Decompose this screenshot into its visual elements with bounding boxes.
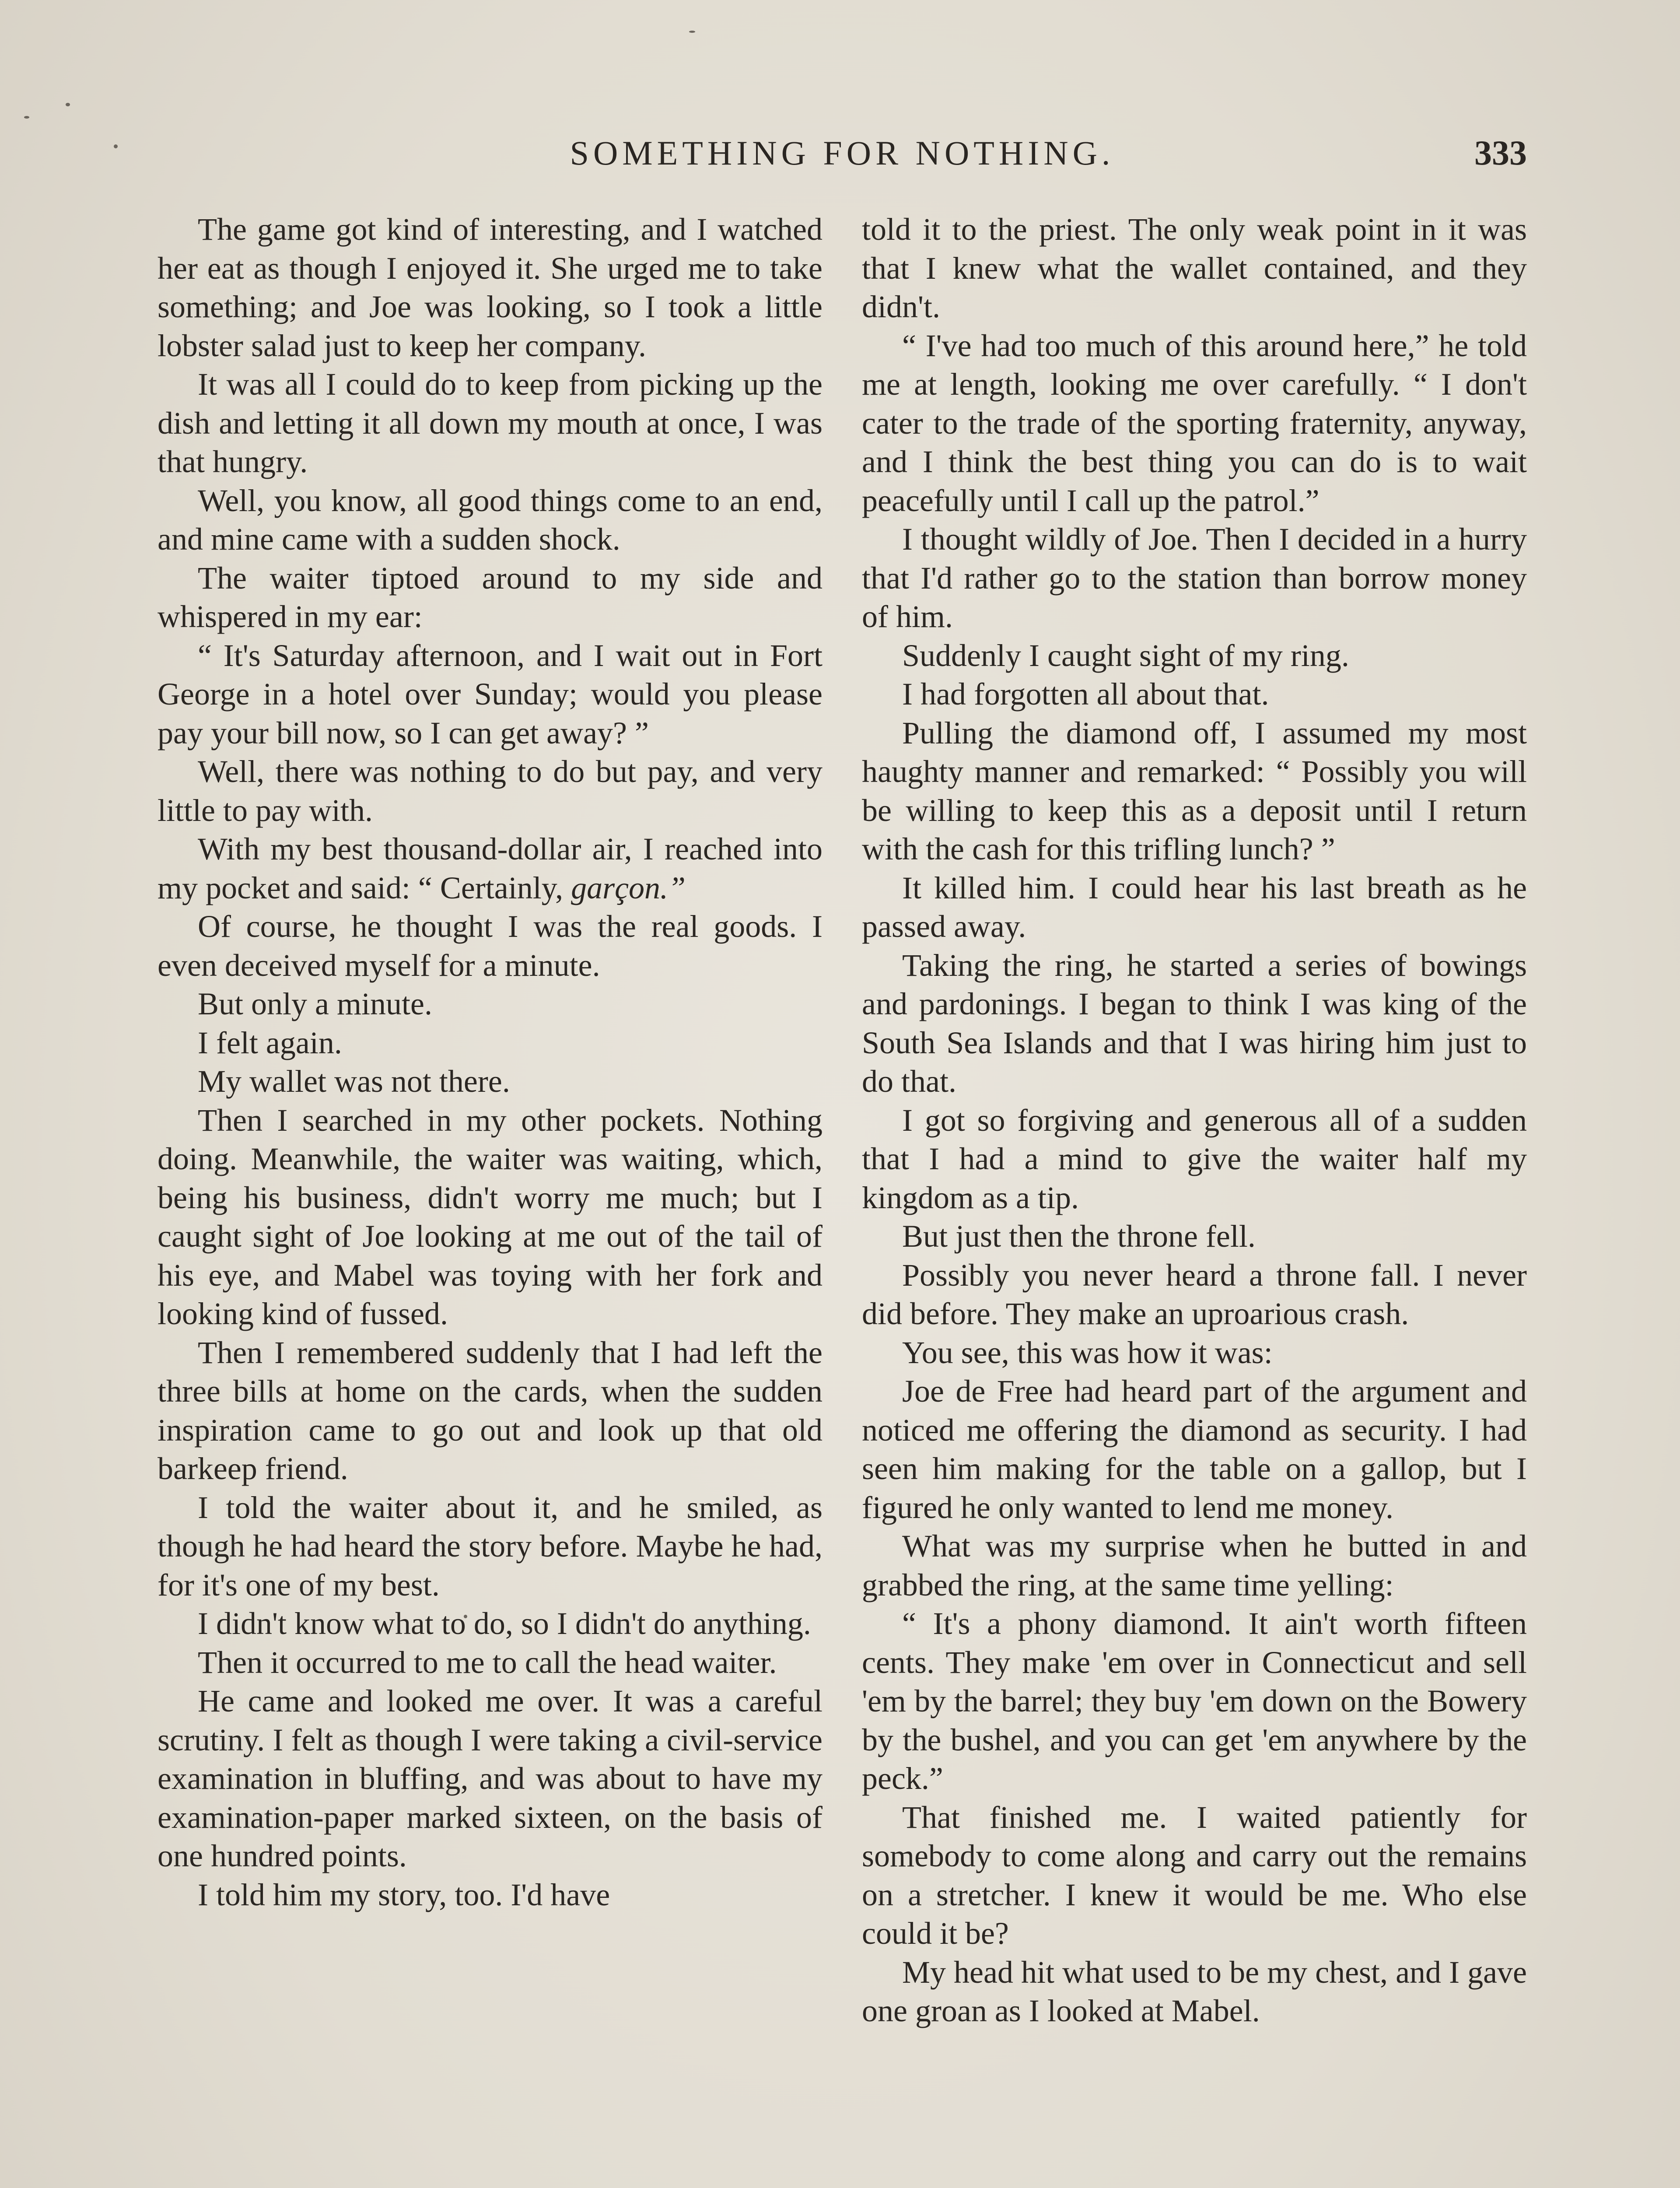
paragraph-text: Of course, he thought I was the real goods. I even deceived myself for a minute. [158,909,822,983]
paragraph [158,481,822,559]
paragraph [158,559,822,636]
paragraph-text: Then I remembered suddenly that I had left the three bills at home on the cards, when the sudden inspiration came to go out and look up that old barkeep friend. [158,1335,822,1486]
paragraph-text: Suddenly I caught sight of my ring. [902,638,1349,673]
paragraph-text: You see, this was how it was: [902,1335,1273,1370]
page-header [158,127,1527,179]
paragraph [862,1372,1527,1527]
paragraph [862,1527,1527,1604]
paragraph [862,1101,1527,1217]
paragraph-text: Then it occurred to me to call the head waiter. [198,1645,777,1680]
paragraph-text: But just then the throne fell. [902,1219,1256,1254]
paragraph-text: But only a minute. [198,986,432,1021]
paragraph [158,1333,822,1488]
paragraph-text: I didn't know what to do, so I didn't do anything. [198,1606,811,1641]
paragraph [862,946,1527,1101]
paragraph-text: I had forgotten all about that. [902,677,1269,712]
paragraph [158,985,822,1024]
paragraph-text: With my best thousand-dollar air, I reached into my pocket and said: “ Certainly, [158,831,822,905]
paragraph [158,210,822,365]
paragraph-text: “ It's a phony diamond. It ain't worth fifteen cents. They make 'em over in Connecticut and sell 'em by the barrel; they buy 'em down on the Bowery by the bushel, and you can get 'em anywhere by the peck.” [862,1606,1527,1796]
paragraph [158,636,822,753]
print-speck [689,31,695,33]
paragraph-text: Well, you know, all good things come to an end, and mine came with a sudden shock. [158,483,822,557]
paragraph-text: I told him my story, too. I'd have [198,1877,610,1912]
paragraph-text: Possibly you never heard a throne fall. I never did before. They make an uproarious crash. [862,1257,1527,1331]
paragraph [862,1256,1527,1333]
paragraph [862,210,1527,326]
paragraph-text: What was my surprise when he butted in and grabbed the ring, at the same time yelling: [862,1529,1527,1602]
paragraph-text: I got so forgiving and generous all of a sudden that I had a mind to give the waiter half my kingdom as a tip. [862,1102,1527,1215]
paragraph [862,675,1527,714]
paragraph-text: The game got kind of interesting, and I watched her eat as though I enjoyed it. She urged me to take something; and Joe was looking, so I took a little lobster salad just to keep her company. [158,212,822,363]
paragraph [862,869,1527,946]
paragraph-text: Joe de Free had heard part of the argument and noticed me offering the diamond as security. I had seen him making for the table on a gallop, but I figured he only wanted to lend me money. [862,1374,1527,1525]
paragraph [862,1953,1527,2030]
paragraph [158,1604,822,1643]
paragraph [862,1333,1527,1372]
paragraph [158,752,822,830]
paragraph [862,326,1527,520]
paragraph [158,1682,822,1876]
paragraph [158,365,822,481]
paragraph-text: Taking the ring, he started a series of bowings and pardonings. I began to think I was king of the South Sea Islands and that I was hiring him just to do that. [862,947,1527,1099]
paragraph-text: The waiter tiptoed around to my side and whispered in my ear: [158,560,822,634]
paragraph-text: “ I've had too much of this around here,” he told me at length, looking me over carefully. “ I don't cater to the trade of the sporting fraternity, anyway, and I think the best thing you can do is to wait peacefully until I call up the patrol.” [862,328,1527,518]
paragraph-text: My wallet was not there. [198,1064,510,1099]
italic-text: garçon.” [571,870,686,905]
print-speck [114,144,118,148]
paragraph [862,1604,1527,1798]
left-column [158,210,822,2188]
paragraph-text: I told the waiter about it, and he smiled, as though he had heard the story before. Maybe he had, for it's one of my best. [158,1490,822,1602]
paragraph-text: That finished me. I waited patiently for somebody to come along and carry out the remains on a stretcher. I knew it would be me. Who else could it be? [862,1799,1527,1951]
right-column [862,210,1527,2188]
paragraph [158,830,822,907]
paragraph-text: Well, there was nothing to do but pay, and very little to pay with. [158,754,822,828]
paragraph-text: I felt again. [198,1025,342,1060]
print-speck [66,103,70,106]
print-speck [24,116,29,119]
paragraph-text: It was all I could do to keep from picking up the dish and letting it all down my mouth at once, I was that hungry. [158,367,822,479]
paragraph-text: told it to the priest. The only weak point in it was that I knew what the wallet contained, and they didn't. [862,212,1527,324]
running-title: SOMETHING FOR NOTHING. [570,134,1115,172]
paragraph [158,1643,822,1682]
paragraph [158,1024,822,1062]
paragraph [862,520,1527,636]
paragraph [158,1101,822,1333]
paragraph [862,636,1527,675]
page-number: 333 [1474,134,1527,172]
paragraph [862,714,1527,869]
paragraph-text: I thought wildly of Joe. Then I decided in a hurry that I'd rather go to the station than borrow money of him. [862,522,1527,634]
paragraph [862,1217,1527,1256]
paragraph-text: He came and looked me over. It was a careful scrutiny. I felt as though I were taking a civil-service examination in bluffing, and was about to have my examination-paper marked sixteen, on the basis of one hundred points. [158,1683,822,1873]
paragraph [862,1798,1527,1953]
paragraph [158,907,822,985]
paragraph [158,1062,822,1101]
text-columns [158,210,1527,2188]
paragraph-text: “ It's Saturday afternoon, and I wait out in Fort George in a hotel over Sunday; would you please pay your bill now, so I can get away? ” [158,638,822,750]
paragraph [158,1488,822,1605]
paragraph-text: My head hit what used to be my chest, and I gave one groan as I looked at Mabel. [862,1954,1527,2028]
paragraph-text: It killed him. I could hear his last breath as he passed away. [862,870,1527,944]
paragraph-text: Pulling the diamond off, I assumed my most haughty manner and remarked: “ Possibly you will be willing to keep this as a deposit until I return with the cash for this trifling lunch? ” [862,715,1527,866]
paragraph [158,1876,822,1914]
paragraph-text: Then I searched in my other pockets. Nothing doing. Meanwhile, the waiter was waiting, which, being his business, didn't worry me much; but I caught sight of Joe looking at me out of the tail of his eye, and Mabel was toying with her fork and looking kind of fussed. [158,1102,822,1331]
